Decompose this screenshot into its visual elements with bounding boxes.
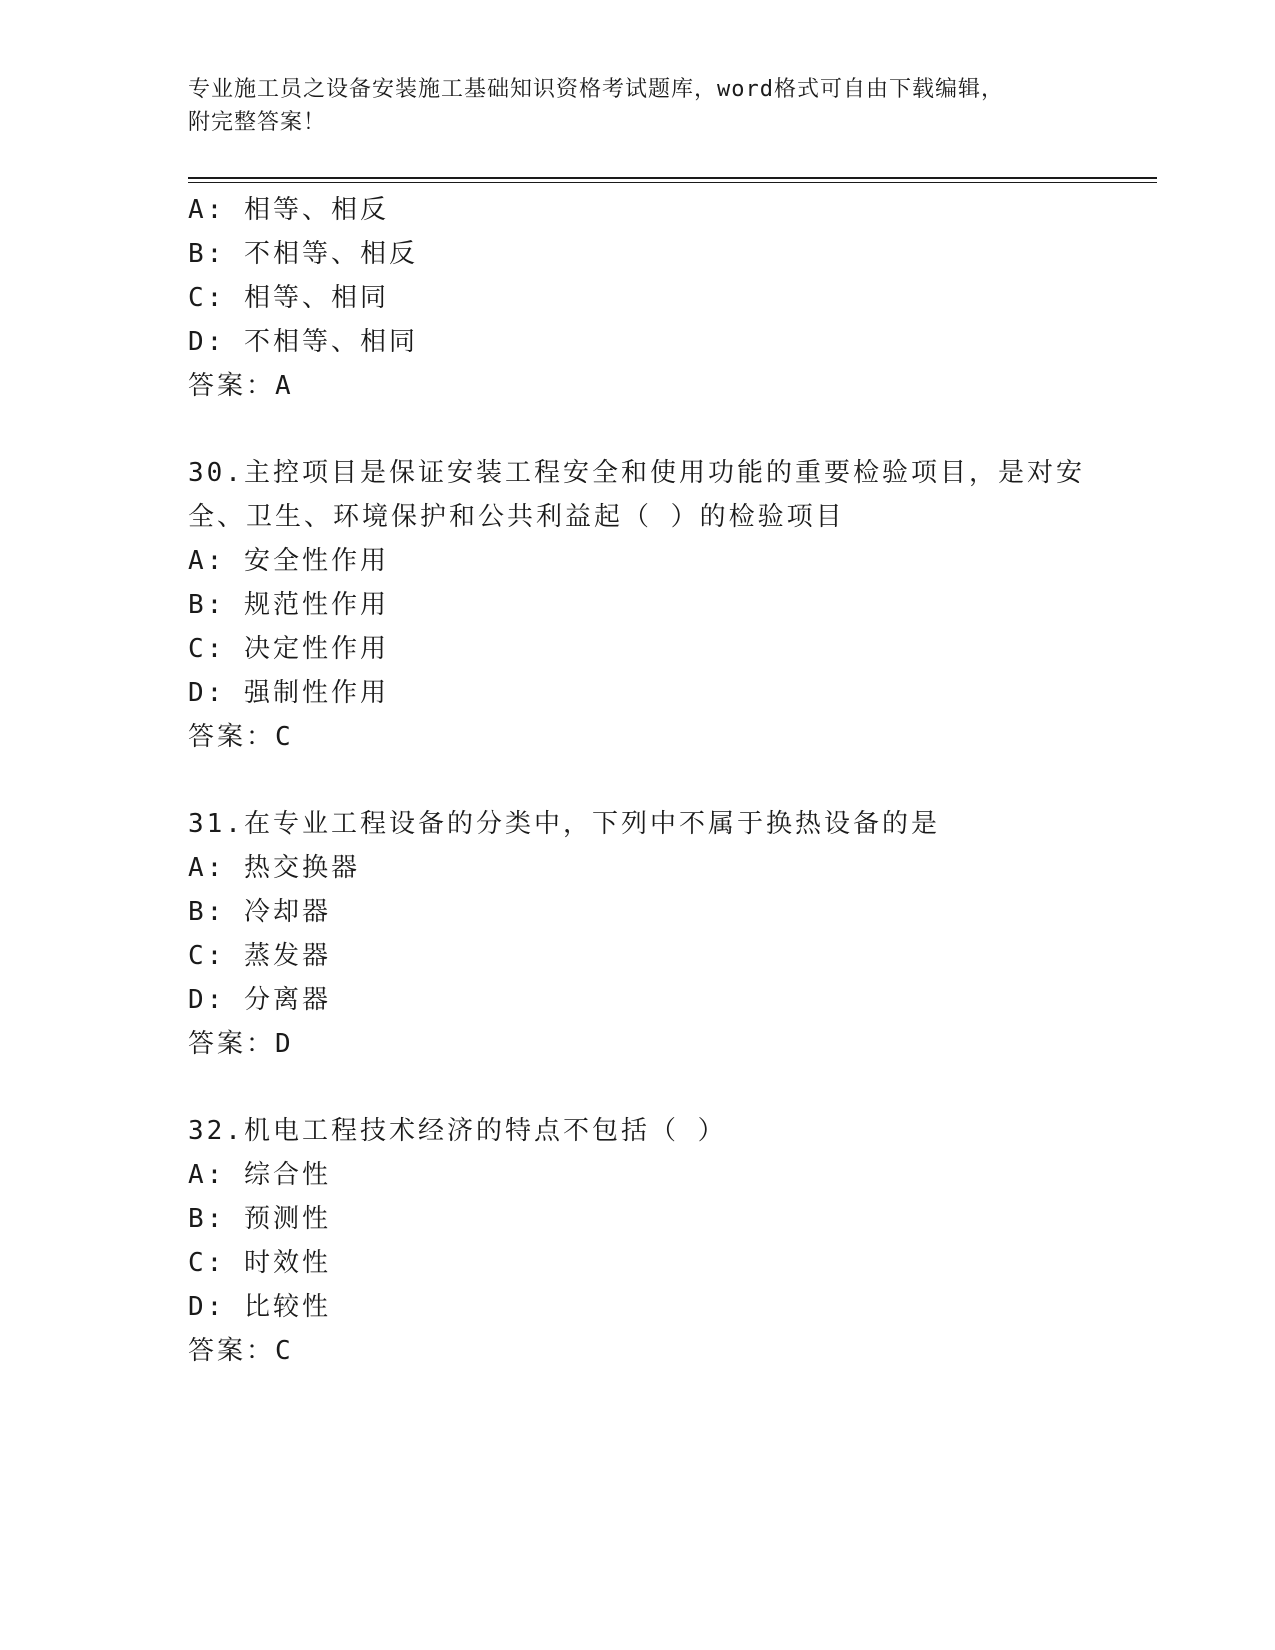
q31-stem: 31.在专业工程设备的分类中，下列中不属于换热设备的是 [188,809,940,839]
q29-option-b: B: 不相等、相反 [188,239,418,269]
header-divider-thick [188,177,1157,179]
q29-option-c: C: 相等、相同 [188,283,389,313]
q32-answer: 答案：C [188,1336,294,1366]
document-header [188,73,1088,139]
header-line-1: 专业施工员之设备安装施工基础知识资格考试题库，word格式可自由下载编辑， [188,77,1004,102]
q30-stem-line-1: 30.主控项目是保证安装工程安全和使用功能的重要检验项目，是对安 [188,458,1085,488]
q30-option-c: C: 决定性作用 [188,634,389,664]
q31-option-c: C: 蒸发器 [188,941,331,971]
q32-option-c: C: 时效性 [188,1248,331,1278]
q32-stem: 32.机电工程技术经济的特点不包括（ ） [188,1116,727,1146]
header-line-2: 附完整答案！ [188,110,327,135]
q29-option-a: A: 相等、相反 [188,195,389,225]
q31-answer: 答案：D [188,1029,294,1059]
q30-option-b: B: 规范性作用 [188,590,389,620]
q31-option-a: A: 热交换器 [188,853,360,883]
q32-option-d: D: 比较性 [188,1292,331,1322]
q30-stem-line-2: 全、卫生、环境保护和公共利益起（ ）的检验项目 [188,502,845,532]
q29-answer: 答案：A [188,371,294,401]
q30-option-a: A: 安全性作用 [188,546,389,576]
q30-option-d: D: 强制性作用 [188,678,389,708]
header-divider-thin [188,182,1157,183]
q31-option-d: D: 分离器 [188,985,331,1015]
q29-option-d: D: 不相等、相同 [188,327,418,357]
q32-option-b: B: 预测性 [188,1204,331,1234]
q30-answer: 答案：C [188,722,294,752]
q31-option-b: B: 冷却器 [188,897,331,927]
q32-option-a: A: 综合性 [188,1160,331,1190]
